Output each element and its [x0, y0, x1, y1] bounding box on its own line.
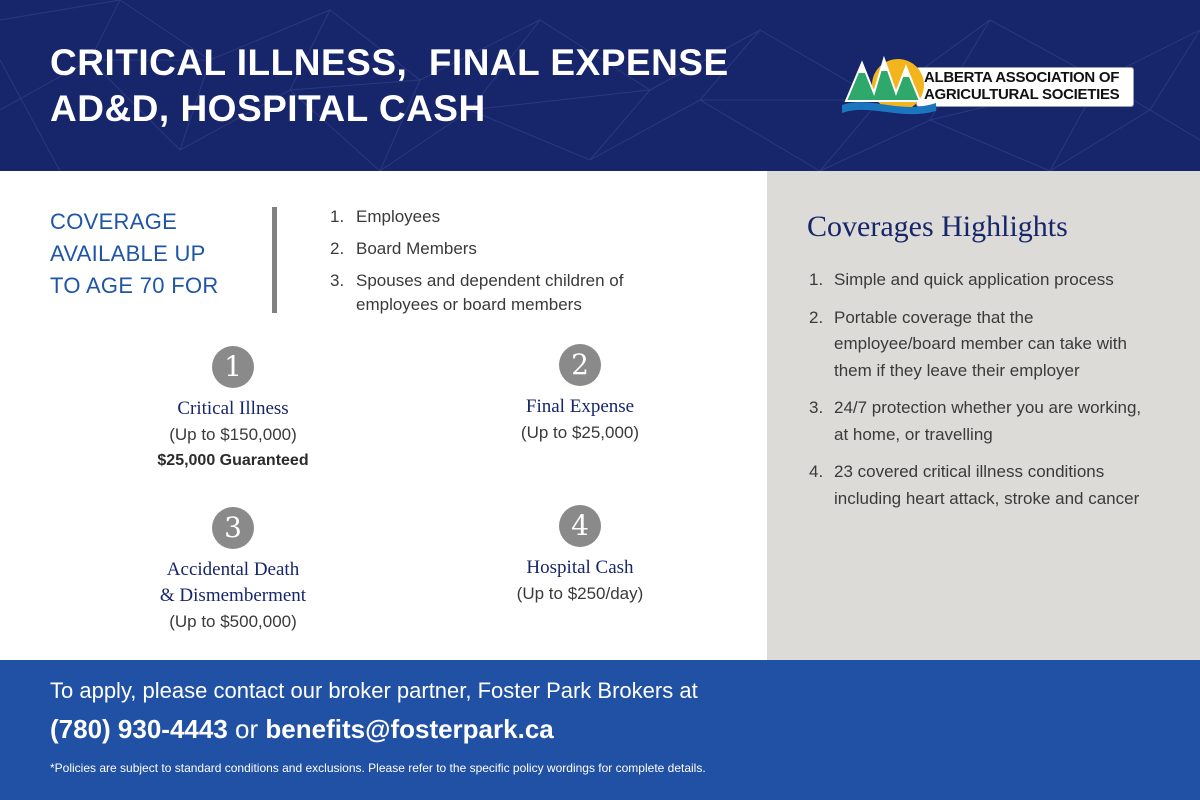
- list-number: 4.: [809, 462, 824, 481]
- product-name: Final Expense: [525, 396, 635, 417]
- list-text: Board Members: [356, 239, 477, 258]
- number-badge: 4: [559, 505, 601, 547]
- highlights-title: Coverages Highlights: [807, 210, 1068, 243]
- product-final-expense: [460, 344, 700, 446]
- disclaimer: *Policies are subject to standard conditions and exclusions. Please refer to the specific policy wordings for complete details.: [50, 761, 706, 775]
- eligibility-list: [330, 205, 660, 317]
- logo-text-line-2: AGRICULTURAL SOCIETIES: [924, 86, 1120, 103]
- product-accidental-death: [113, 507, 353, 635]
- product-amount: (Up to $150,000): [169, 425, 297, 444]
- list-item: [330, 237, 660, 261]
- list-item: [809, 267, 1149, 294]
- product-note: $25,000 Guaranteed: [157, 452, 309, 469]
- coverage-heading: [50, 206, 219, 302]
- list-text: Portable coverage that the employee/board member can take with them if they leave their employer: [834, 307, 1127, 380]
- list-item: [809, 395, 1149, 448]
- product-name: Hospital Cash: [526, 557, 634, 578]
- number-badge: 3: [212, 507, 254, 549]
- list-number: 3.: [809, 398, 824, 417]
- list-item: [809, 459, 1149, 512]
- product-amount: (Up to $500,000): [169, 612, 297, 631]
- list-number: 1.: [330, 207, 345, 226]
- list-text: 23 covered critical illness conditions including heart attack, stroke and cancer: [834, 462, 1140, 508]
- product-amount: (Up to $25,000): [520, 423, 640, 442]
- number-badge: 2: [559, 344, 601, 386]
- footer-contact: [0, 660, 1200, 800]
- email-link[interactable]: benefits@fosterpark.ca: [265, 714, 554, 744]
- header-banner: [0, 0, 1200, 171]
- list-number: 1.: [809, 270, 824, 289]
- product-name-line-2: & Dismemberment: [159, 585, 307, 606]
- logo-text: [924, 69, 1119, 103]
- number-badge: 1: [212, 346, 254, 388]
- product-critical-illness: [113, 346, 353, 474]
- divider-bar: [272, 207, 277, 313]
- list-item: [330, 269, 660, 317]
- coverage-heading-line: TO AGE 70 FOR: [50, 273, 219, 298]
- product-hospital-cash: [460, 505, 700, 607]
- contact-line: [50, 712, 554, 746]
- list-number: 2.: [809, 307, 824, 327]
- phone-number[interactable]: (780) 930-4443: [50, 714, 228, 744]
- product-name: Critical Illness: [177, 398, 289, 419]
- highlights-list: [809, 267, 1149, 512]
- list-text: 24/7 protection whether you are working, at home, or travelling: [834, 398, 1142, 444]
- title-line-2: AD&D, HOSPITAL CASH: [50, 88, 486, 129]
- association-logo: [840, 49, 1140, 117]
- coverage-heading-line: AVAILABLE UP: [50, 241, 206, 266]
- list-text: Simple and quick application process: [834, 270, 1114, 289]
- highlights-panel: [767, 171, 1200, 660]
- list-number: 2.: [330, 239, 345, 258]
- title-line-1: CRITICAL ILLNESS, FINAL EXPENSE: [50, 42, 729, 83]
- page-title: [50, 40, 729, 132]
- product-amount: (Up to $250/day): [516, 584, 644, 603]
- list-item: [330, 205, 660, 229]
- product-name-line-1: Accidental Death: [166, 559, 300, 580]
- or-text: or: [235, 714, 259, 744]
- logo-text-line-1: ALBERTA ASSOCIATION OF: [924, 69, 1120, 86]
- list-text: Employees: [356, 207, 441, 226]
- apply-instructions: To apply, please contact our broker partner, Foster Park Brokers at: [50, 678, 698, 703]
- list-text: Spouses and dependent children of employees or board members: [356, 271, 624, 314]
- list-number: 3.: [330, 271, 345, 290]
- coverage-heading-line: COVERAGE: [50, 209, 178, 234]
- list-item: [809, 305, 1149, 385]
